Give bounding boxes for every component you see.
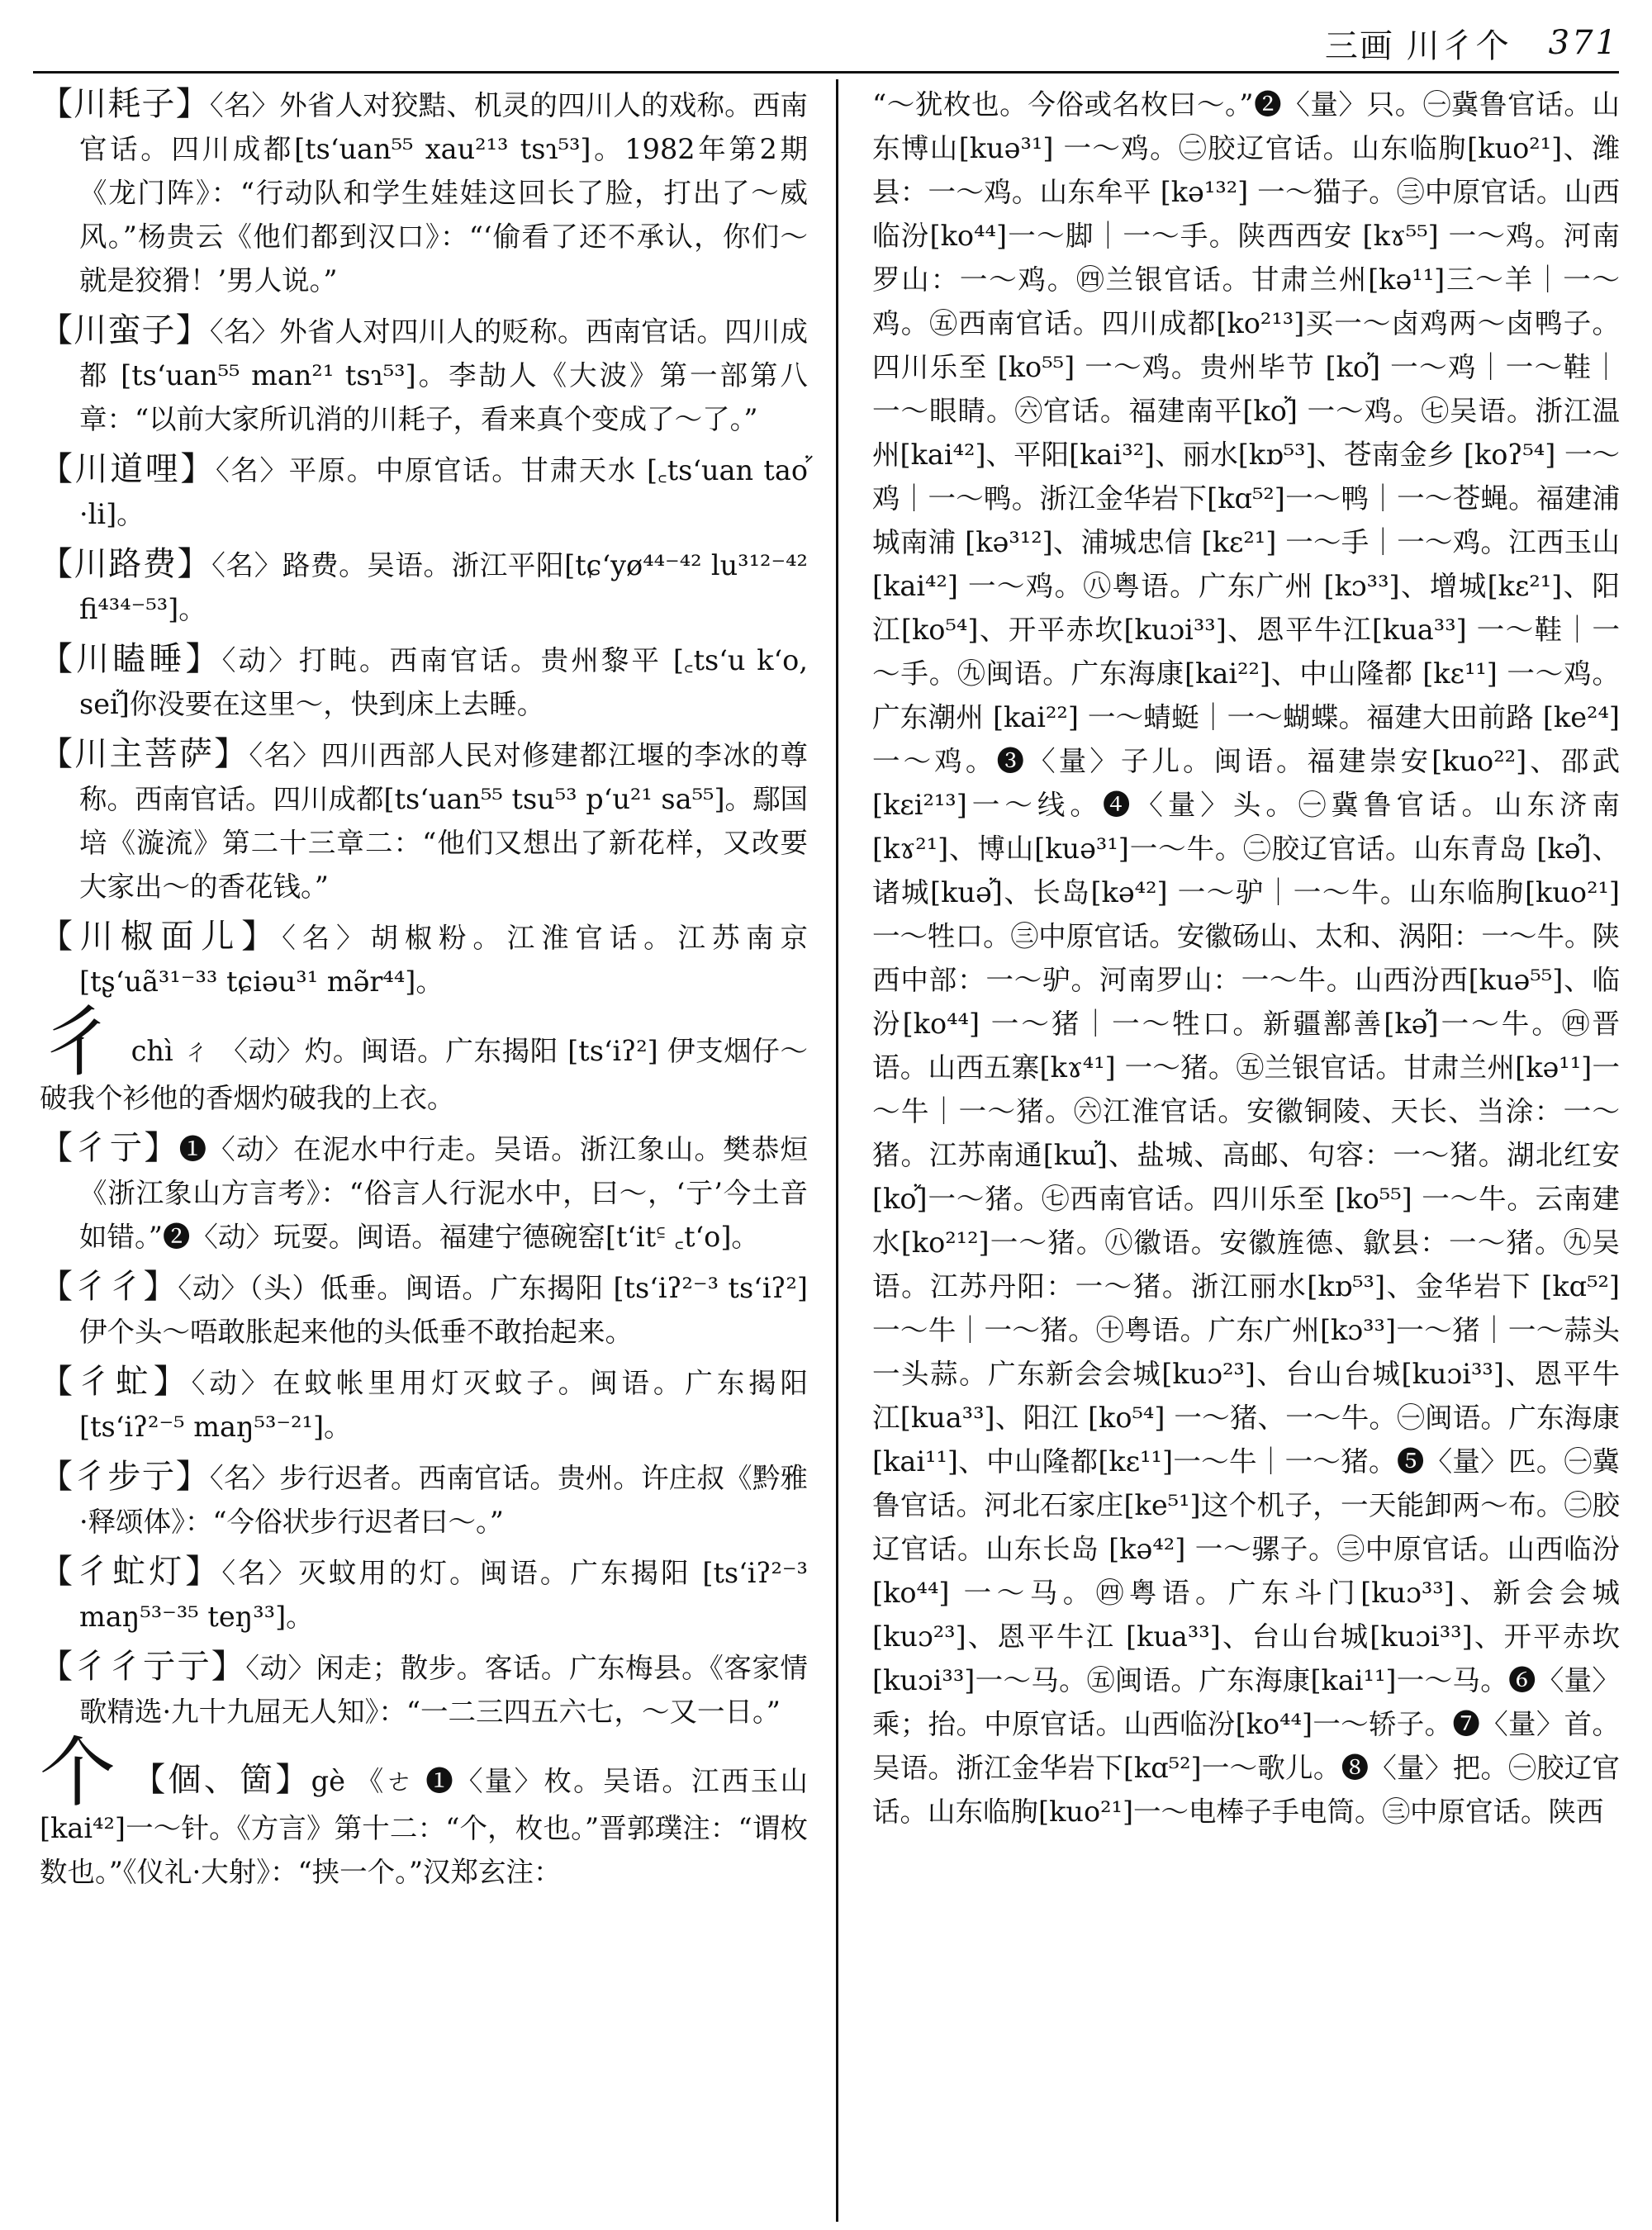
- entry-headword: 【彳亍】: [40, 1129, 179, 1167]
- dictionary-entry: [40, 83, 808, 302]
- entry-definition: 〈名〉胡椒粉。江淮官话。江苏南京 [tʂʻuã³¹⁻³³ tɕiəu³¹ mə̃r⁴⁴]。: [79, 922, 809, 998]
- entry-headword: 【個、箇】: [132, 1761, 311, 1799]
- page-number: 371: [1548, 24, 1619, 62]
- character-entry: [40, 999, 808, 1120]
- section-title: 三画 川彳个: [1324, 26, 1511, 65]
- entry-headword: 【彳虻】: [40, 1363, 192, 1401]
- entry-definition: 〈名〉外省人对狡黠、机灵的四川人的戏称。西南官话。四川成都[tsʻuan⁵⁵ xau²¹³ tsɿ⁵³]。1982年第2期《龙门阵》：“行动队和学生娃娃这回长了脸，打出了～威风。”杨贵云《他们都到汉口》：“‘偷看了还不承认，你们～就是狡猾！’男人说。”: [79, 89, 809, 297]
- entry-headword: 【川蛮子】: [40, 311, 210, 349]
- dictionary-entry: [40, 1127, 808, 1259]
- entry-headword: 【彳步亍】: [40, 1458, 210, 1496]
- column-divider: [836, 79, 838, 2222]
- dictionary-entry: [40, 543, 808, 631]
- dictionary-entry: [40, 638, 808, 726]
- entry-headword: 【川耗子】: [40, 85, 210, 123]
- entry-definition: 〈动〉打盹。西南官话。贵州黎平 [꜀tsʻu kʻo, seiꜘ]你没要在这里～，快到床上去睡。: [79, 644, 809, 720]
- header-rule: [33, 71, 1619, 74]
- entry-headword: 【川瞌睡】: [40, 640, 222, 678]
- dictionary-entry: [40, 1455, 808, 1544]
- big-headword-char: 彳: [40, 999, 116, 1087]
- dictionary-entry: [40, 733, 808, 909]
- entry-definition: ❶〈动〉在泥水中行走。吴语。浙江象山。樊恭烜《浙江象山方言考》：“俗言人行泥水中，曰～，‘亍’今土音如错。”❷〈动〉玩耍。闽语。福建宁德碗窑[tʻit꜃ ꜀tʻo]。: [79, 1133, 808, 1253]
- continued-entry-text: “～犹枚也。今俗或名枚曰～。”❷〈量〉只。㊀冀鲁官话。山东博山[kuə³¹] 一～鸡。㊁胶辽官话。山东临朐[kuo²¹]、潍县：一～鸡。山东牟平 [kə¹³²] 一～猫子。㊂中原官话。山西临汾[ko⁴⁴]一～脚｜一～手。陕西西安 [kɤ⁵⁵] 一～鸡。河南罗山：一～鸡。㊃兰银官话。甘肃兰州[kə¹¹]三～羊｜一～鸡。㊄西南官话。四川成都[ko²¹³]买一～卤鸡两～卤鸭子。四川乐至 [ko⁵⁵] 一～鸡。贵州毕节 [koꜘ] 一～鸡｜一～鞋｜一～眼睛。㊅官话。福建南平[koꜘ] 一～鸡。㊆吴语。浙江温州[kai⁴²]、平阳[kai³²]、丽水[kɒ⁵³]、苍南金乡 [koʔ⁵⁴] 一～鸡｜一～鸭。浙江金华岩下[kɑ⁵²]一～鸭｜一～苍蝇。福建浦城南浦 [kə³¹²]、浦城忠信 [kɛ²¹] 一～手｜一～鸡。江西玉山[kai⁴²] 一～鸡。㊇粤语。广东广州 [kɔ³³]、增城[kɛ²¹]、阳江[ko⁵⁴]、开平赤坎[kuɔi³³]、恩平牛江[kua³³] 一～鞋｜一～手。㊈闽语。广东海康[kai²²]、中山隆都 [kɛ¹¹] 一～鸡。广东潮州 [kai²²] 一～蜻蜓｜一～蝴蝶。福建大田前路 [ke²⁴]一～鸡。❸〈量〉子儿。闽语。福建崇安[kuo²²]、邵武 [kɛi²¹³]一～线。❹〈量〉头。㊀冀鲁官话。山东济南 [kɤ²¹]、博山[kuə³¹]一～牛。㊁胶辽官话。山东青岛 [kəꜘ]、诸城[kuəꜘ]、长岛[kə⁴²] 一～驴｜一～牛。山东临朐[kuo²¹]一～牲口。㊂中原官话。安徽砀山、太和、涡阳：一～牛。陕西中部：一～驴。河南罗山：一～牛。山西汾西[kuə⁵⁵]、临汾[ko⁴⁴] 一～猪｜一～牲口。新疆鄯善[kəꜘ]一～牛。㊃晋语。山西五寨[kɤ⁴¹] 一～猪。㊄兰银官话。甘肃兰州[kə¹¹]一～牛｜一～猪。㊅江淮官话。安徽铜陵、天长、当涂：一～猪。江苏南通[kɯꜘ]、盐城、高邮、句容：一～猪。湖北红安[koꜘ]一～猪。㊆西南官话。四川乐至 [ko⁵⁵] 一～牛。云南建水[ko²¹²]一～猪。㊇徽语。安徽旌德、歙县：一～猪。㊈吴语。江苏丹阳：一～猪。浙江丽水[kɒ⁵³]、金华岩下 [kɑ⁵²] 一～牛｜一～猪。㊉粤语。广东广州[kɔ³³]一～猪｜一～蒜头一头蒜。广东新会会城[kuɔ²³]、台山台城[kuɔi³³]、恩平牛江[kua³³]、阳江 [ko⁵⁴] 一～猪、一～牛。㊀闽语。广东海康[kai¹¹]、中山隆都[kɛ¹¹]一～牛｜一～猪。❺〈量〉匹。㊀冀鲁官话。河北石家庄[ke⁵¹]这个机子，一天能卸两～布。㊁胶辽官话。山东长岛 [kə⁴²] 一～骡子。㊂中原官话。山西临汾 [ko⁴⁴] 一～马。㊃粤语。广东斗门[kuɔ³³]、新会会城[kuɔ²³]、恩平牛江 [kua³³]、台山台城[kuɔi³³]、开平赤坎[kuɔi³³]一～马。㊄闽语。广东海康[kai¹¹]一～马。❻〈量〉乘；抬。中原官话。山西临汾[ko⁴⁴]一～轿子。❼〈量〉首。吴语。浙江金华岩下[kɑ⁵²]一～歌儿。❽〈量〉把。㊀胶辽官话。山东临朐[kuo²¹]一～电棒子手电筒。㊂中原官话。陕西: [872, 88, 1620, 1828]
- entry-headword: 【彳彳亍亍】: [40, 1648, 246, 1686]
- entry-headword: 【川路费】: [40, 545, 212, 583]
- right-column: [872, 83, 1620, 1834]
- entry-definition: gè 《ㄜ ❶〈量〉枚。吴语。江西玉山 [kai⁴²]一～针。《方言》第十二：“个，枚也。”晋郭璞注：“谓枚数也。”《仪礼·大射》：“挟一个。”汉郑玄注：: [40, 1765, 808, 1888]
- entry-headword: 【川道哩】: [40, 450, 216, 488]
- entry-definition: 〈动〉（头）低垂。闽语。广东揭阳 [tsʻiʔ²⁻³ tsʻiʔ²]伊个头～唔敢胀起来他的头低垂不敢抬起来。: [79, 1272, 808, 1348]
- dictionary-entry: [40, 309, 808, 441]
- entry-definition: 〈名〉路费。吴语。浙江平阳[tɕʻyø⁴⁴⁻⁴² lu³¹²⁻⁴² fi⁴³⁴⁻⁵³]。: [79, 549, 808, 625]
- dictionary-entry: [40, 1360, 808, 1449]
- entry-definition: 〈名〉外省人对四川人的贬称。西南官话。四川成都 [tsʻuan⁵⁵ man²¹ tsɿ⁵³]。李劼人《大波》第一部第八章：“以前大家所讥消的川耗子，看来真个变成了～了。”: [79, 316, 809, 435]
- dictionary-entry: [40, 915, 808, 1004]
- dictionary-entry: [40, 1645, 808, 1734]
- dictionary-entry: [40, 448, 808, 536]
- big-headword-char: 个: [40, 1729, 118, 1817]
- dictionary-entry: [40, 1550, 808, 1639]
- left-column: [40, 83, 808, 1894]
- dictionary-entry: [40, 1265, 808, 1354]
- entry-headword: 【川主菩萨】: [40, 735, 249, 773]
- entry-headword: 【彳虻灯】: [40, 1553, 222, 1591]
- page-header: [1222, 18, 1619, 68]
- entry-definition: 〈动〉闲走；散步。客话。广东梅县。《客家情歌精选·九十九屈无人知》：“一二三四五六七，～又一日。”: [79, 1652, 809, 1728]
- entry-definition: 〈名〉步行迟者。西南官话。贵州。许庄叔《黔雅·释颂体》：“今俗状步行迟者曰～。”: [79, 1462, 809, 1538]
- character-entry: [40, 1729, 808, 1894]
- entry-definition: 〈名〉平原。中原官话。甘肃天水 [꜀tsʻuan taoꜘ ·li]。: [79, 454, 808, 530]
- entry-definition: chì ㄔ 〈动〉灼。闽语。广东揭阳 [tsʻiʔ²] 伊支烟仔～破我个衫他的香烟灼破我的上衣。: [40, 1035, 808, 1114]
- entry-headword: 【川椒面儿】: [40, 918, 282, 956]
- entry-definition: 〈名〉灭蚊用的灯。闽语。广东揭阳 [tsʻiʔ²⁻³ maŋ⁵³⁻³⁵ teŋ³³]。: [79, 1557, 808, 1633]
- entry-definition: 〈动〉在蚊帐里用灯灭蚊子。闽语。广东揭阳 [tsʻiʔ²⁻⁵ maŋ⁵³⁻²¹]。: [79, 1367, 808, 1443]
- entry-headword: 【彳彳】: [40, 1268, 178, 1306]
- entry-definition: 〈名〉四川西部人民对修建都江堰的李冰的尊称。西南官话。四川成都[tsʻuan⁵⁵ tsu⁵³ pʻu²¹ sa⁵⁵]。鄢国培《漩流》第二十三章二：“他们又想出了新花样，又改要大家出～的香花钱。”: [79, 739, 809, 903]
